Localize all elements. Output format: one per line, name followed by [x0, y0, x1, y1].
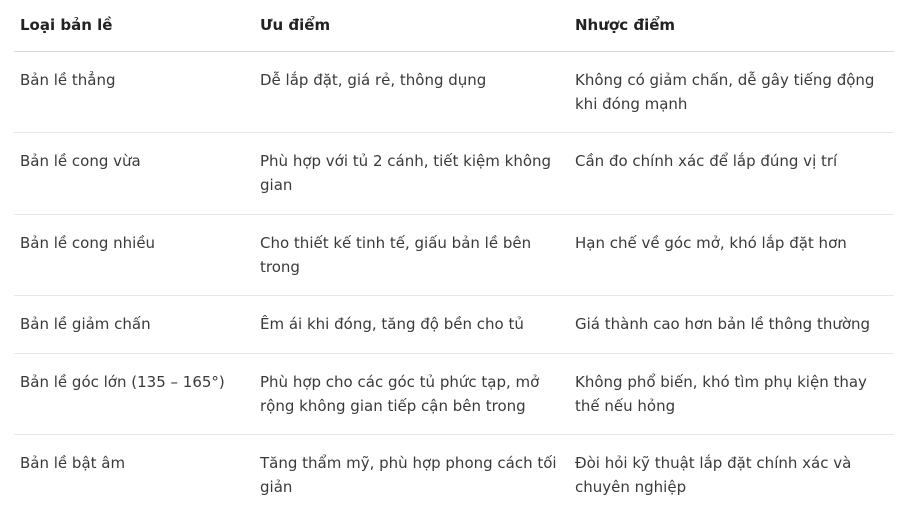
- cell-type: Bản lề góc lớn (135 – 165°): [14, 353, 254, 435]
- table-row: [14, 353, 894, 435]
- table-row: [14, 435, 894, 516]
- column-header-type: Loại bản lề: [14, 0, 254, 51]
- cell-pros: Dễ lắp đặt, giá rẻ, thông dụng: [254, 51, 569, 133]
- cell-cons: Giá thành cao hơn bản lề thông thường: [569, 296, 894, 353]
- cell-cons: Cần đo chính xác để lắp đúng vị trí: [569, 133, 894, 215]
- cell-type: Bản lề giảm chấn: [14, 296, 254, 353]
- cell-type: Bản lề thẳng: [14, 51, 254, 133]
- table-row: [14, 51, 894, 133]
- cell-pros: Phù hợp với tủ 2 cánh, tiết kiệm không gian: [254, 133, 569, 215]
- cell-pros: Phù hợp cho các góc tủ phức tạp, mở rộng không gian tiếp cận bên trong: [254, 353, 569, 435]
- cell-cons: Hạn chế về góc mở, khó lắp đặt hơn: [569, 214, 894, 296]
- column-header-cons: Nhược điểm: [569, 0, 894, 51]
- cell-pros: Êm ái khi đóng, tăng độ bền cho tủ: [254, 296, 569, 353]
- cell-type: Bản lề cong nhiều: [14, 214, 254, 296]
- cell-type: Bản lề cong vừa: [14, 133, 254, 215]
- cell-type: Bản lề bật âm: [20, 454, 126, 473]
- cell-cons: Đòi hỏi kỹ thuật lắp đặt chính xác và chuyên nghiệp: [575, 454, 852, 497]
- table-body: [14, 51, 894, 516]
- table-row: [14, 214, 894, 296]
- table-header: [14, 0, 894, 51]
- table-row: [14, 133, 894, 215]
- cell-pros: Cho thiết kế tinh tế, giấu bản lề bên trong: [254, 214, 569, 296]
- hinge-comparison-table: [14, 0, 894, 516]
- table-row: [14, 296, 894, 353]
- table-header-row: [14, 0, 894, 51]
- cell-pros: Tăng thẩm mỹ, phù hợp phong cách tối giản: [260, 454, 557, 497]
- column-header-pros: Ưu điểm: [254, 0, 569, 51]
- cell-cons: Không phổ biến, khó tìm phụ kiện thay thế nếu hỏng: [569, 353, 894, 435]
- cell-cons: Không có giảm chấn, dễ gây tiếng động khi đóng mạnh: [569, 51, 894, 133]
